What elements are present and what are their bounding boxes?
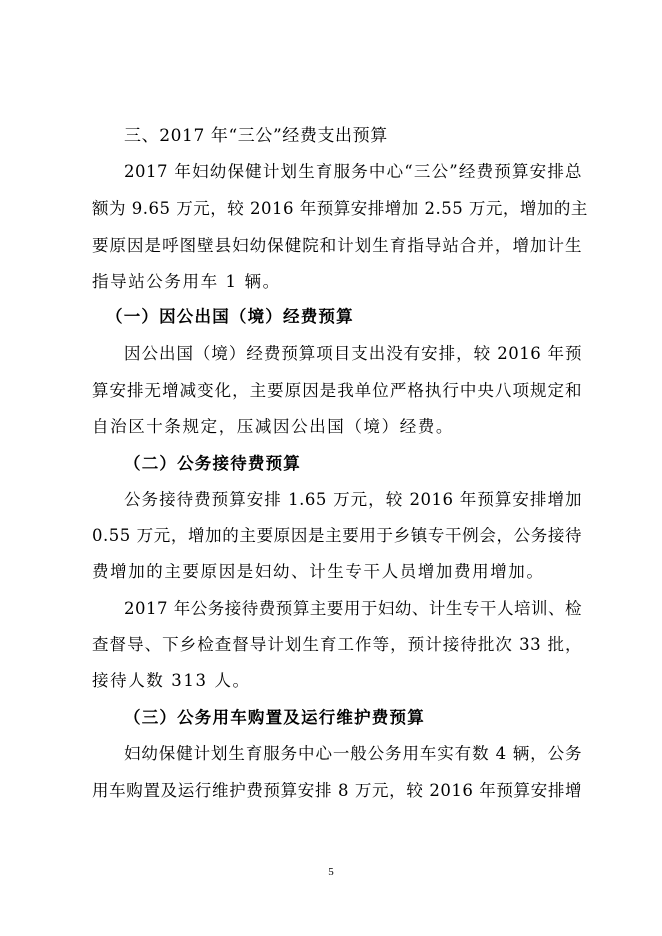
intro-line-1: 2017 年妇幼保健计划生育服务中心“三公”经费预算安排总 [124,162,582,181]
reception-p2-line-2: 查督导、下乡检查督导计划生育工作等，预计接待批次 33 批， [92,635,582,654]
reception-p1-line-1: 公务接待费预算安排 1.65 万元，较 2016 年预算安排增加 [124,490,582,509]
intro-line-2: 额为 9.65 万元，较 2016 年预算安排增加 2.55 万元，增加的主 [92,199,588,218]
intro-line-4: 指导站公务用车 1 辆。 [92,272,281,291]
overseas-line-1: 因公出国（境）经费预算项目支出没有安排，较 2016 年预 [124,344,582,363]
subheading-reception: （二）公务接待费预算 [124,454,301,473]
intro-line-3: 要原因是呼图壁县妇幼保健院和计划生育指导站合并，增加计生 [92,236,582,255]
subheading-overseas: （一）因公出国（境）经费预算 [106,307,354,326]
vehicles-line-1: 妇幼保健计划生育服务中心一般公务用车实有数 4 辆，公务 [124,744,582,763]
overseas-line-2: 算安排无增减变化，主要原因是我单位严格执行中央八项规定和 [92,381,582,400]
vehicles-line-2: 用车购置及运行维护费预算安排 8 万元，较 2016 年预算安排增 [92,781,582,800]
subheading-vehicles: （三）公务用车购置及运行维护费预算 [124,708,425,727]
overseas-line-3: 自治区十条规定，压减因公出国（境）经费。 [92,417,454,436]
section-heading: 三、2017 年“三公”经费支出预算 [124,126,388,146]
page-number: 5 [328,866,334,878]
reception-p2-line-1: 2017 年公务接待费预算主要用于妇幼、计生专干人培训、检 [124,599,582,618]
reception-p1-line-3: 费增加的主要原因是妇幼、计生专干人员增加费用增加。 [92,562,545,581]
reception-p1-line-2: 0.55 万元，增加的主要原因是主要用于乡镇专干例会，公务接待 [92,526,582,545]
reception-p2-line-3: 接待人数 313 人。 [92,671,251,690]
